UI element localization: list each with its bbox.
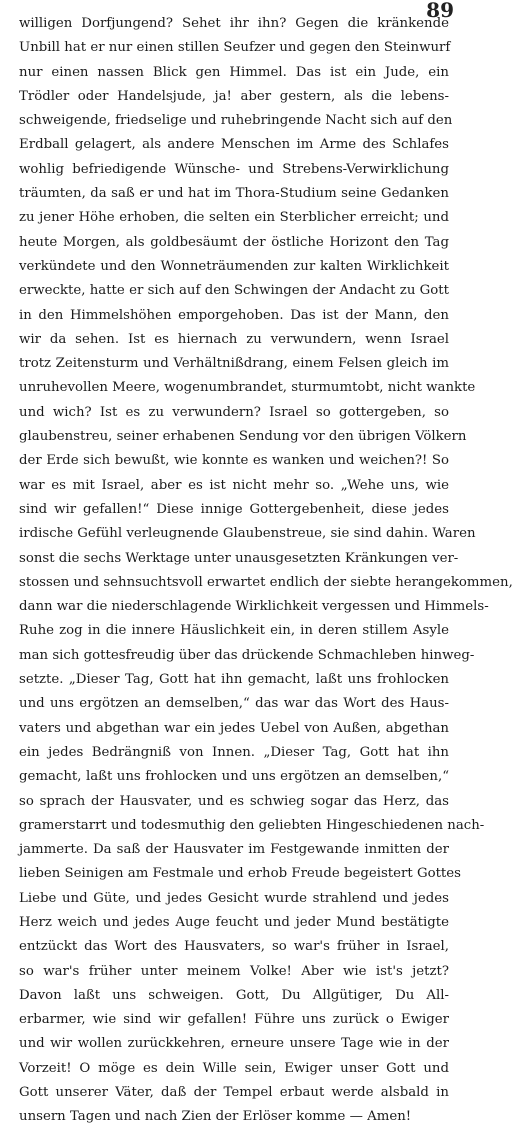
text-line: und uns ergötzen an demselben,“ das war das Wort des Haus- [19,696,449,712]
text-line: jammerte. Da saß der Hausvater im Festgewande inmitten der [19,842,449,858]
text-line: trotz Zeitensturm und Verhältnißdrang, einem Felsen gleich im [19,356,449,372]
text-line: verkündete und den Wonneträumenden zur kalten Wirklichkeit [19,258,449,274]
text-line: man sich gottesfreudig über das drückende Schmachleben hinweg- [19,647,475,663]
text-line: sind wir gefallen!“ Diese innige Gottergebenheit, diese jedes [19,501,449,517]
text-line: dann war die niederschlagende Wirklichkeit vergessen und Himmels- [19,599,489,615]
text-line: in den Himmelshöhen emporgehoben. Das ist der Mann, den [19,307,449,323]
text-line: Erdball gelagert, als andere Menschen im Arme des Schlafes [19,137,449,153]
text-line: Liebe und Güte, und jedes Gesicht wurde strahlend und jedes [19,890,449,906]
text-line: entzückt das Wort des Hausvaters, so war's früher in Israel, [19,939,449,955]
text-line: träumten, da saß er und hat im Thora-Studium seine Gedanken [19,186,449,202]
text-line: nur einen nassen Blick gen Himmel. Das ist ein Jude, ein [19,64,449,80]
text-line: glaubenstreu, seiner erhabenen Sendung vor den übrigen Völkern [19,429,467,445]
text-line: Gott unserer Väter, daß der Tempel erbaut werde alsbald in [19,1085,449,1101]
text-line: zu jener Höhe erhoben, die selten ein Sterblicher erreicht; und [19,210,449,226]
text-line: war es mit Israel, aber es ist nicht mehr so. „Wehe uns, wie [19,477,449,493]
text-line: Ruhe zog in die innere Häuslichkeit ein, in deren stillem Asyle [19,623,449,639]
text-line: so sprach der Hausvater, und es schwieg sogar das Herz, das [19,793,449,809]
text-line: und wir wollen zurückkehren, erneure unsere Tage wie in der [19,1036,449,1052]
text-line: der Erde sich bewußt, wie konnte es wanken und weichen?! So [19,453,449,469]
page-number: 89 [426,0,454,22]
text-line: sonst die sechs Werktage unter unausgesetzten Kränkungen ver- [19,550,459,566]
text-line: vaters und abgethan war ein jedes Uebel von Außen, abgethan [19,720,449,736]
text-line: unsern Tagen und nach Zien der Erlöser komme — Amen! [19,1109,412,1125]
text-line: setzte. „Dieser Tag, Gott hat ihn gemacht, laßt uns frohlocken [19,672,449,688]
text-line: Davon laßt uns schweigen. Gott, Du Allgütiger, Du All- [19,987,449,1003]
text-line: erbarmer, wie sind wir gefallen! Führe uns zurück o Ewiger [19,1012,449,1028]
text-line: und wich? Ist es zu verwundern? Israel so gottergeben, so [19,404,449,420]
text-line: so war's früher unter meinem Volke! Aber wie ist's jetzt? [19,963,449,979]
text-line: Unbill hat er nur einen stillen Seufzer und gegen den Steinwurf [19,40,451,56]
text-line: wohlig befriedigende Wünsche- und Strebens-Verwirklichung [19,161,449,177]
text-line: erweckte, hatte er sich auf den Schwingen der Andacht zu Gott [19,283,449,299]
text-line: Herz weich und jedes Auge feucht und jeder Mund bestätigte [19,914,449,930]
article-text [19,12,513,1130]
text-line: lieben Seinigen am Festmale und erhob Freude begeistert Gottes [19,866,461,882]
text-line: Trödler oder Handelsjude, ja! aber gestern, als die lebens- [19,88,449,104]
text-line: willigen Dorfjungend? Sehet ihr ihn? Gegen die kränkende [19,16,449,31]
text-line: schweigende, friedselige und ruhebringende Nacht sich auf den [19,113,453,129]
text-line: stossen und sehnsuchtsvoll erwartet endlich der siebte herangekommen, [19,574,513,590]
text-line: wir da sehen. Ist es hiernach zu verwundern, wenn Israel [19,331,449,347]
text-line: Vorzeit! O möge es dein Wille sein, Ewiger unser Gott und [19,1060,449,1076]
text-line: gramerstarrt und todesmuthig den geliebten Hingeschiedenen nach- [19,817,485,833]
text-line: gemacht, laßt uns frohlocken und uns ergötzen an demselben,“ [19,769,449,785]
text-line: ein jedes Bedrängniß von Innen. „Dieser Tag, Gott hat ihn [19,744,449,760]
text-line: unruhevollen Meere, wogenumbrandet, sturmumtobt, nicht wankte [19,380,476,396]
text-line: heute Morgen, als goldbesäumt der östliche Horizont den Tag [19,234,449,250]
text-line: irdische Gefühl verleugnende Glaubenstreue, sie sind dahin. Waren [19,526,476,542]
